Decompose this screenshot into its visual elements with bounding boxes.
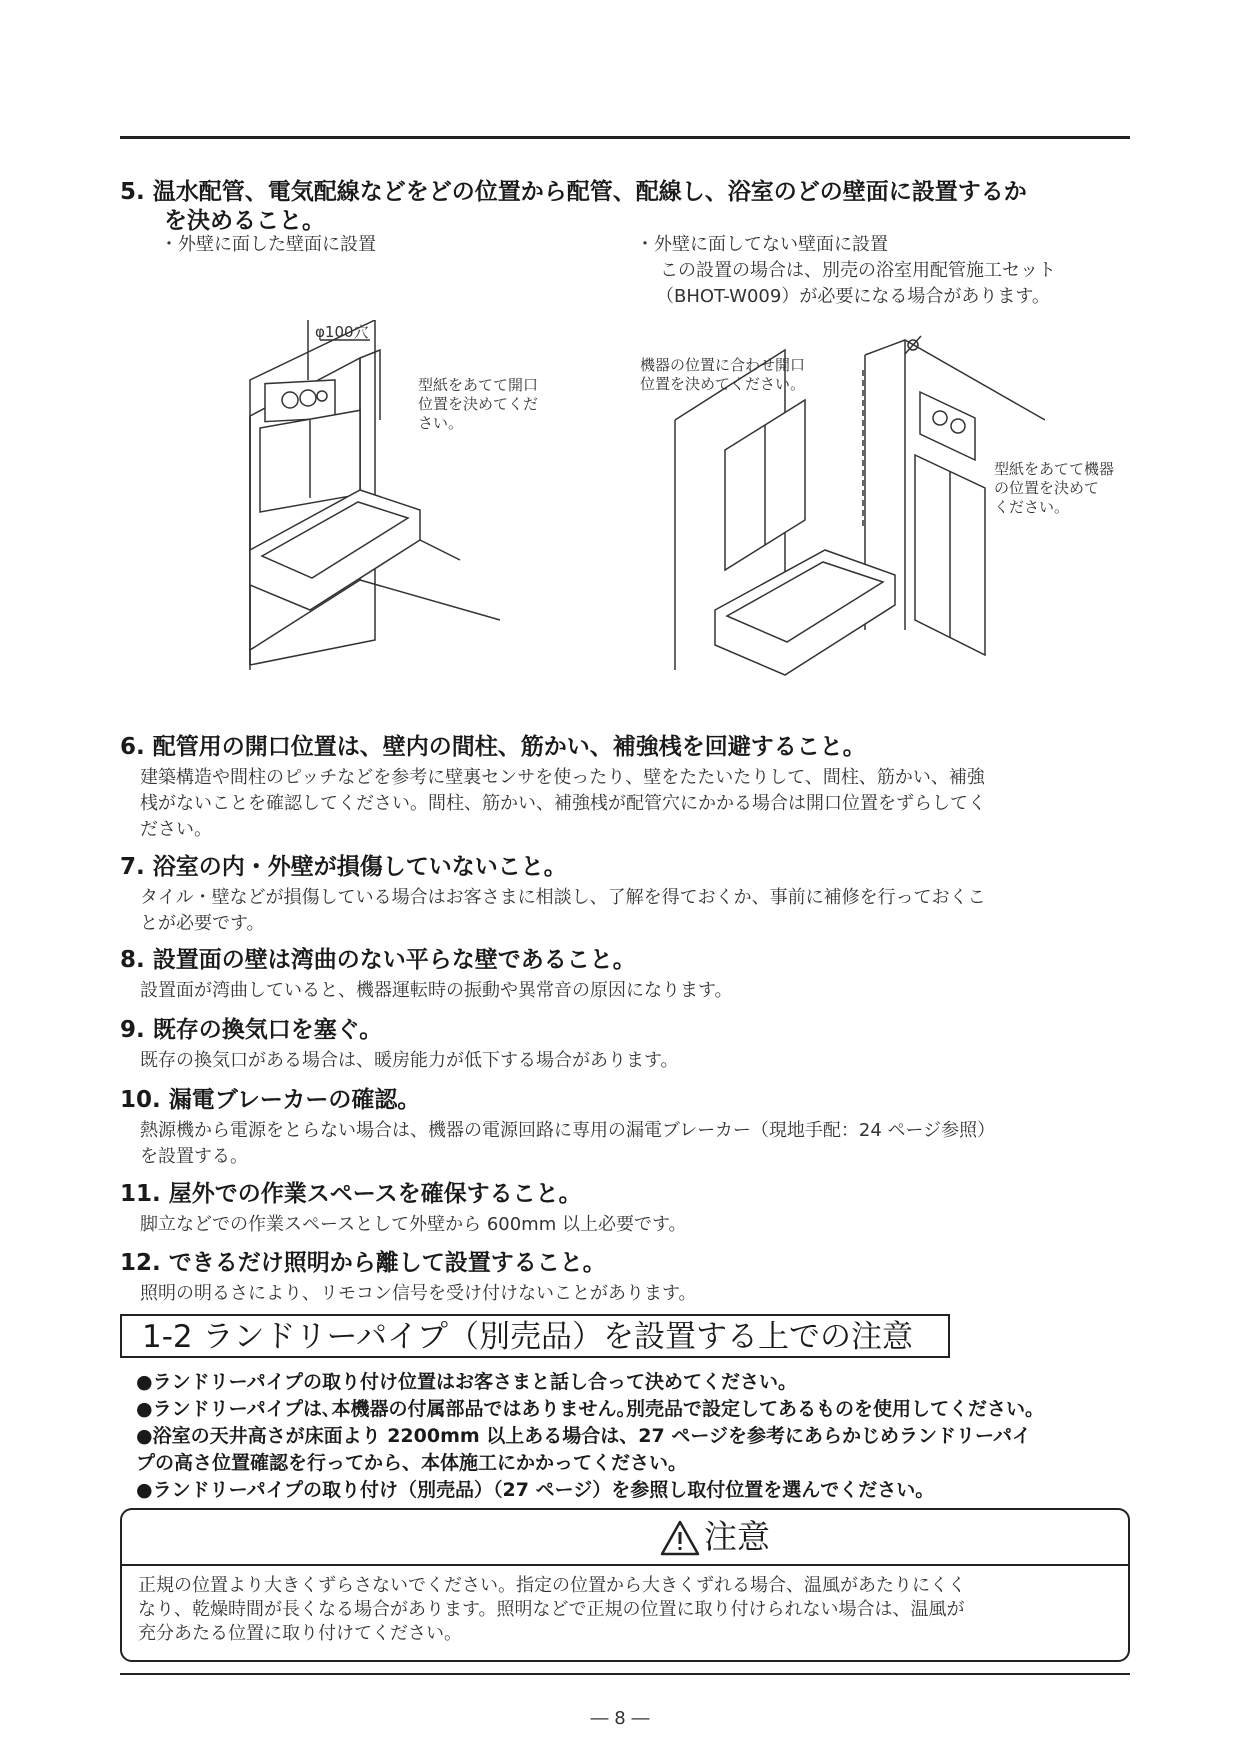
caution-title: 注意 <box>704 1517 770 1556</box>
left-bathroom-illustration <box>220 320 520 675</box>
item12-body: 照明の明るさにより、リモコン信号を受け付けないことがあります。 <box>140 1283 697 1304</box>
right-align-label-1: 機器の位置に合わせ開口 <box>640 356 806 374</box>
item9-body: 既存の換気口がある場合は、暖房能力が低下する場合があります。 <box>140 1050 679 1071</box>
item6-body-1: 建築構造や間柱のピッチなどを参考に壁裏センサを使ったり、壁をたたいたりして、間柱、筋かい、補強 <box>140 767 985 788</box>
item10-body-2: を設置する。 <box>140 1146 248 1167</box>
caution-line-3: 充分あたる位置に取り付けてください。 <box>138 1623 462 1644</box>
section-title: 1-2 ランドリーパイプ（別売品）を設置する上での注意 <box>142 1319 914 1355</box>
bullet-1: ●ランドリーパイプの取り付け位置はお客さまと話し合って決めてください。 <box>136 1371 798 1393</box>
caution-line-2: なり、乾燥時間が長くなる場合があります。照明などで正規の位置に取り付けられない場合は、温風が <box>138 1599 965 1620</box>
item5-title-line2: を決めること。 <box>164 208 325 234</box>
right-template-label-2: の位置を決めて <box>994 479 1100 497</box>
right-caption-1: ・外壁に面してない壁面に設置 <box>636 234 888 255</box>
hole-label: φ100穴 <box>315 323 369 341</box>
left-template-label-3: さい。 <box>418 414 464 432</box>
item6-body-2: 桟がないことを確認してください。間柱、筋かい、補強桟が配管穴にかかる場合は開口位置をずらしてく <box>140 793 986 814</box>
item10-title: 10. 漏電ブレーカーの確認。 <box>120 1087 421 1113</box>
right-template-label-1: 型紙をあてて機器 <box>994 460 1115 478</box>
warning-triangle-icon <box>660 1520 700 1556</box>
caution-line-1: 正規の位置より大きくずらさないでください。指定の位置から大きくずれる場合、温風があたりにくく <box>138 1575 966 1596</box>
item12-title: 12. できるだけ照明から離して設置すること。 <box>120 1250 606 1276</box>
item7-body-2: とが必要です。 <box>140 913 265 934</box>
section-heading-box <box>120 1314 950 1358</box>
caution-text <box>138 1574 1110 1646</box>
caution-box <box>120 1508 1130 1662</box>
page-number: ― 8 ― <box>590 1708 650 1729</box>
top-rule <box>120 136 1130 139</box>
right-caption-3: （BHOT-W009）が必要になる場合があります。 <box>656 286 1050 307</box>
left-template-label-1: 型紙をあてて開口 <box>418 376 539 394</box>
item8-body: 設置面が湾曲していると、機器運転時の振動や異常音の原因になります。 <box>140 980 733 1001</box>
item11-title: 11. 屋外での作業スペースを確保すること。 <box>120 1181 582 1207</box>
item11-body: 脚立などでの作業スペースとして外壁から 600mm 以上必要です。 <box>140 1214 687 1235</box>
item7-title: 7. 浴室の内・外壁が損傷していないこと。 <box>120 854 567 880</box>
item9-title: 9. 既存の換気口を塞ぐ。 <box>120 1017 383 1043</box>
bottom-rule <box>120 1673 1130 1675</box>
bullet-4: ●ランドリーパイプの取り付け（別売品）（27 ページ）を参照し取付位置を選んでください。 <box>136 1479 935 1501</box>
item6-title: 6. 配管用の開口位置は、壁内の間柱、筋かい、補強桟を回避すること。 <box>120 734 866 760</box>
right-align-label-2: 位置を決めてください。 <box>640 375 806 393</box>
bullet-3-cont: プの高さ位置確認を行ってから、本体施工にかかってください。 <box>136 1452 688 1474</box>
right-caption-2: この設置の場合は、別売の浴室用配管施工セット <box>660 260 1056 281</box>
left-template-label-2: 位置を決めてくだ <box>418 395 539 413</box>
item8-title: 8. 設置面の壁は湾曲のない平らな壁であること。 <box>120 947 636 973</box>
item10-body-1: 熱源機から電源をとらない場合は、機器の電源回路に専用の漏電ブレーカー（現地手配：24 ページ参照） <box>140 1120 996 1141</box>
item5-title-line1: 5. 温水配管、電気配線などをどの位置から配管、配線し、浴室のどの壁面に設置するか <box>120 179 1027 205</box>
item7-body-1: タイル・壁などが損傷している場合はお客さまに相談し、了解を得ておくか、事前に補修を行っておくこ <box>140 887 986 908</box>
caution-header <box>122 1510 1128 1566</box>
item6-body-3: ださい。 <box>140 819 212 840</box>
left-caption: ・外壁に面した壁面に設置 <box>160 234 376 255</box>
right-template-label-3: ください。 <box>994 498 1070 516</box>
bullet-2: ●ランドリーパイプは､本機器の付属部品ではありません｡別売品で設定してあるものを使用してください｡ <box>136 1398 1035 1420</box>
bullet-3: ●浴室の天井高さが床面より 2200mm 以上ある場合は、27 ページを参考にあらかじめランドリーパイ <box>136 1425 1032 1447</box>
